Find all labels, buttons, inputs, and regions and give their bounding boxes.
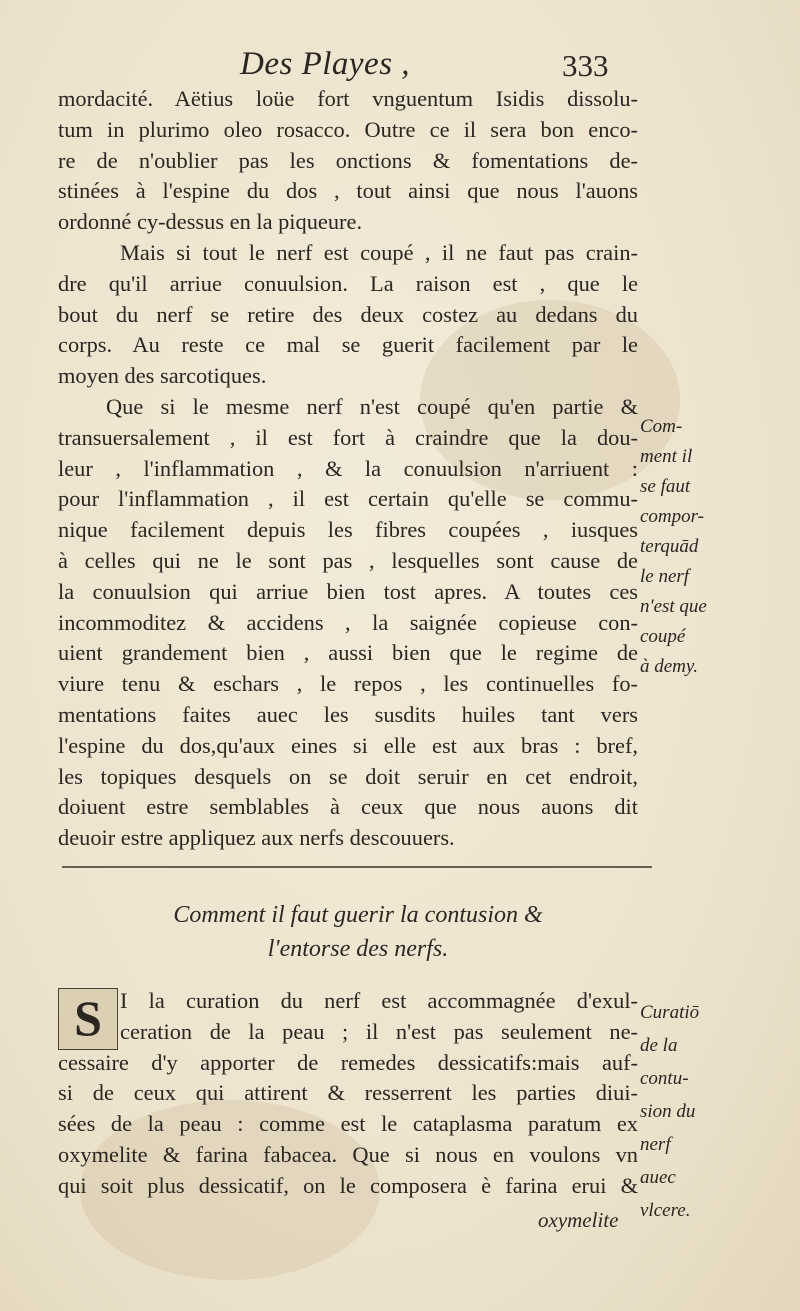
margin-note-line: ment il: [640, 446, 693, 467]
text-line: tum in plurimo oleo rosacco. Outre ce il sera bon enco-: [58, 116, 638, 142]
text-line: stinées à l'espine du dos , tout ainsi que nous l'auons: [58, 178, 638, 204]
text-line: Mais si tout le nerf est coupé , il ne faut pas crain-: [120, 239, 638, 265]
margin-note-line: vlcere.: [640, 1200, 691, 1221]
margin-note-line: contu-: [640, 1068, 689, 1089]
margin-note-line: Com-: [640, 416, 683, 437]
text-line: cessaire d'y apporter de remedes dessicatifs:mais auf-: [58, 1049, 638, 1075]
main-text-block: [58, 84, 638, 854]
margin-note: [640, 412, 750, 682]
text-line: bout du nerf se retire des deux costez au dedans du: [58, 301, 638, 327]
text-line: ordonné cy-dessus en la piqueure.: [58, 209, 363, 235]
section-heading: [58, 898, 658, 966]
text-line: moyen des sarcotiques.: [58, 363, 267, 389]
margin-note-line: terquād: [640, 536, 699, 557]
text-line: sées de la peau : comme est le cataplasma paratum ex: [58, 1111, 638, 1137]
text-line: pour l'inflammation , il est certain qu'elle se commu-: [58, 486, 638, 512]
catchword: oxymelite: [538, 1208, 619, 1232]
margin-note-line: de la: [640, 1035, 678, 1056]
margin-note-line: n'est que: [640, 596, 707, 617]
running-title: Des Playes ,: [240, 46, 411, 82]
text-line: les topiques desquels on se doit seruir en cet endroit,: [58, 763, 638, 789]
text-line: doiuent estre semblables à ceux que nous auons dit: [58, 794, 638, 820]
text-line: incommoditez & accidens , la saignée copieuse con-: [58, 609, 638, 635]
margin-note: [640, 996, 750, 1227]
text-line: I la curation du nerf est accommagnée d'exul-: [120, 988, 638, 1013]
text-line: dre qu'il arriue conuulsion. La raison est , que le: [58, 270, 638, 296]
text-line: re de n'oublier pas les onctions & fomentations de-: [58, 147, 638, 173]
text-line: à celles qui ne le sont pas , lesquelles sont cause de: [58, 547, 638, 573]
margin-note-line: le nerf: [640, 566, 690, 587]
text-line: corps. Au reste ce mal se guerit facilement par le: [58, 332, 638, 358]
text-line: nique facilement depuis les fibres coupées , iusques: [58, 517, 638, 543]
text-line: deuoir estre appliquez aux nerfs descouuers.: [58, 825, 455, 851]
text-line: leur , l'inflammation , & la conuulsion n'arriuent :: [58, 455, 638, 481]
text-line: la conuulsion qui arriue bien tost apres. A toutes ces: [58, 578, 638, 604]
text-line: oxymelite & farina fabacea. Que si nous en voulons vn: [58, 1141, 638, 1167]
text-line: qui soit plus dessicatif, on le composera è farina erui &: [58, 1172, 638, 1198]
margin-note-line: auec: [640, 1167, 676, 1188]
heading-line: l'entorse des nerfs.: [267, 936, 449, 962]
text-line: l'espine du dos,qu'aux eines si elle est aux bras : bref,: [58, 732, 638, 758]
margin-note-line: sion du: [640, 1101, 696, 1122]
text-line: mentations faites auec les susdits huiles tant vers: [58, 701, 638, 727]
section-divider: [62, 866, 652, 868]
text-line: Que si le mesme nerf n'est coupé qu'en partie &: [106, 393, 638, 419]
margin-note-line: se faut: [640, 476, 691, 497]
heading-line: Comment il faut guerir la contusion &: [173, 902, 543, 928]
drop-cap: S: [58, 988, 118, 1050]
text-line: viure tenu & eschars , le repos , les continuelles fo-: [58, 671, 638, 697]
text-line: si de ceux qui attirent & resserrent les parties diui-: [58, 1080, 638, 1106]
margin-note-line: à demy.: [640, 656, 699, 677]
text-line: ceration de la peau ; il n'est pas seulement ne-: [120, 1018, 638, 1044]
text-line: mordacité. Aëtius loüe fort vnguentum Isidis dissolu-: [58, 86, 638, 111]
margin-note-line: compor-: [640, 506, 704, 527]
page-number: 333: [562, 48, 609, 83]
margin-note-line: nerf: [640, 1134, 671, 1155]
text-line: uient grandement bien , aussi bien que le regime de: [58, 640, 638, 666]
second-text-block: [58, 986, 638, 1202]
margin-note-line: Curatiō: [640, 1002, 700, 1023]
margin-note-line: coupé: [640, 626, 686, 647]
text-line: transuersalement , il est fort à craindre que la dou-: [58, 424, 638, 450]
